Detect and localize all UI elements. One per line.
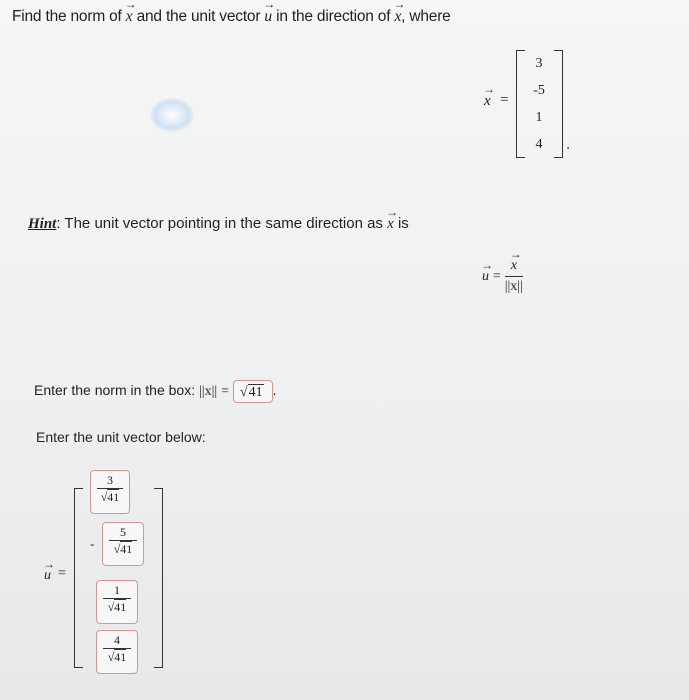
period: . <box>272 382 277 399</box>
numerator: 1 <box>103 581 131 599</box>
numerator: 3 <box>97 471 123 489</box>
numerator: 4 <box>103 631 131 649</box>
unit-component-input-1[interactable] <box>90 470 130 514</box>
component: 1 <box>535 110 543 125</box>
question-prefix: Find the norm of <box>12 8 122 25</box>
vector-x-components <box>526 50 552 158</box>
norm-symbol: ||x|| <box>198 384 218 400</box>
equals-sign: = <box>221 384 229 400</box>
loading-spinner-icon <box>150 98 194 132</box>
denominator: 41 <box>107 490 120 504</box>
unit-component-input-3[interactable] <box>96 580 138 624</box>
equals-sign: = <box>500 92 509 108</box>
fraction-numerator: → x <box>511 258 517 274</box>
equals-sign: = <box>492 269 501 285</box>
norm-value: 41 <box>248 385 263 400</box>
sqrt-sign-icon: √ <box>239 385 248 400</box>
right-bracket <box>554 50 563 158</box>
norm-input[interactable] <box>233 380 273 403</box>
hint-label: Hint <box>28 216 57 232</box>
unit-formula-lhs: → u <box>482 269 489 285</box>
period: . <box>566 136 571 153</box>
unit-vector-formula <box>482 258 523 295</box>
hint-tail: is <box>397 215 409 232</box>
sqrt-sign-icon: √ <box>107 650 115 664</box>
vector-x-symbol-3: → x <box>387 216 394 233</box>
norm-entry-row <box>34 380 276 403</box>
vector-x-symbol-2: → x <box>394 8 401 26</box>
fraction-denominator: ||x|| <box>504 279 523 294</box>
component: -5 <box>533 83 545 98</box>
numerator: 5 <box>109 523 137 541</box>
denominator: 41 <box>120 542 133 556</box>
unit-entry-label: Enter the unit vector below: <box>36 429 206 445</box>
denominator: 41 <box>114 600 127 614</box>
question-text <box>12 8 451 26</box>
right-bracket <box>154 488 163 668</box>
sqrt-sign-icon: √ <box>100 490 108 504</box>
vector-x-definition <box>476 50 586 162</box>
minus-sign: - <box>90 536 95 551</box>
question-suffix: , where <box>401 8 451 25</box>
vector-x-label: → x <box>484 93 491 110</box>
component: 4 <box>535 137 543 152</box>
unit-component-input-2[interactable] <box>102 522 144 566</box>
unit-formula-fraction <box>505 258 523 295</box>
unit-entry-lhs: → u <box>44 568 51 584</box>
denominator: 41 <box>114 650 127 664</box>
vector-u-symbol: → u <box>264 8 272 26</box>
question-mid: and the unit vector <box>136 8 261 25</box>
vector-x-symbol: → x <box>126 8 133 26</box>
question-mid2: in the direction of <box>276 8 391 25</box>
equals-sign: = <box>58 566 66 581</box>
left-bracket <box>74 488 83 668</box>
sqrt-sign-icon: √ <box>113 542 121 556</box>
component: 3 <box>535 56 543 71</box>
sqrt-sign-icon: √ <box>107 600 115 614</box>
left-bracket <box>516 50 525 158</box>
hint-body: : The unit vector pointing in the same direction as <box>56 215 383 232</box>
unit-component-input-4[interactable] <box>96 630 138 674</box>
hint-text <box>28 215 409 233</box>
norm-entry-label: Enter the norm in the box: <box>34 382 196 399</box>
unit-vector-entry <box>38 470 178 680</box>
